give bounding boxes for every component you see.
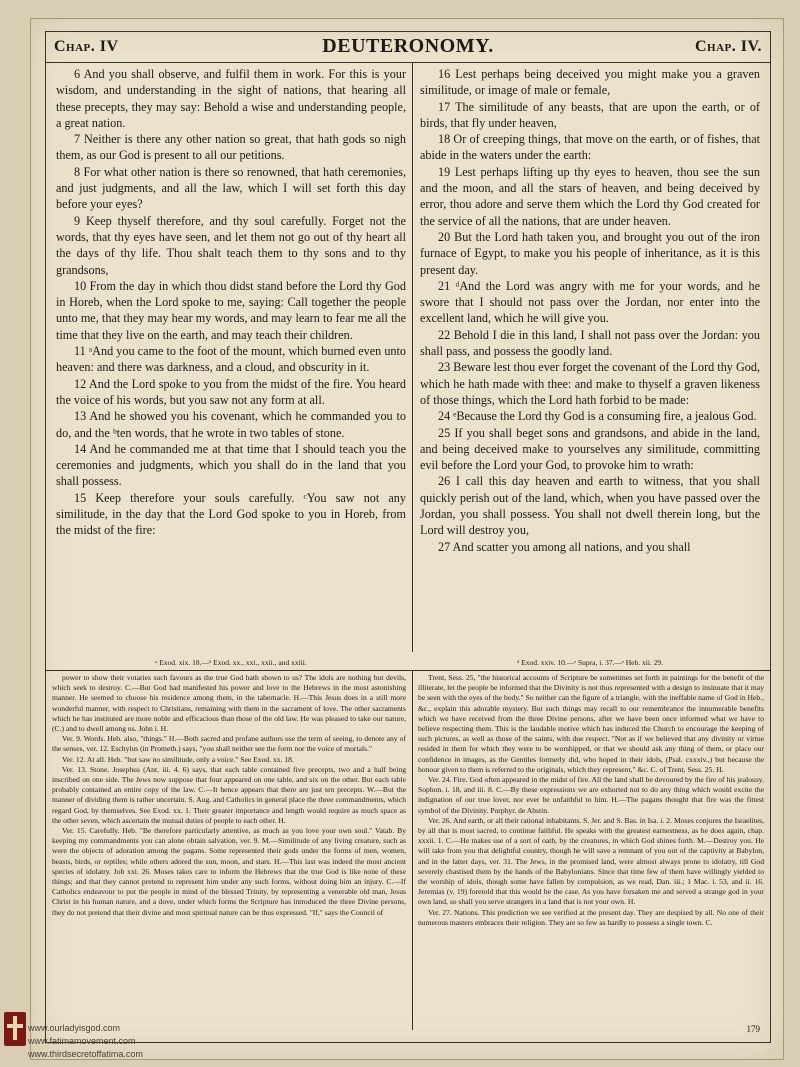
verse: 17 The similitude of any beasts, that are upon the earth, or of birds, that fly under heaven, [420, 99, 760, 130]
verse: 21 ᵈAnd the Lord was angry with me for your words, and he swore that I should not pass over the Jordan, nor enter into the excellent land, which he will give you. [420, 278, 760, 326]
verse: 20 But the Lord hath taken you, and brought you out of the iron furnace of Egypt, to make you his people of inheritance, as it is this present day. [420, 229, 760, 277]
verse: 10 From the day in which thou didst stand before the Lord thy God in Horeb, when the Lord spoke to me, saying: Call together the people unto me, that they may hear my words, and may learn to fear me all the time that they live on the earth, and may teach their children. [56, 278, 406, 342]
notes-divider [46, 670, 770, 671]
page-frame [45, 31, 771, 1043]
watermark-url[interactable]: www.fatimamovement.com [28, 1036, 136, 1046]
commentary-paragraph: Ver. 15. Carefully. Heb. "Be therefore particularly attentive, as much as you love your own soul." Vatab. By keeping my commandments you can alone obtain salvation, ver. 9. M.—Similitude of any living creature, such as were the objects of adoration among the pagans. Some represented their gods under the forms of men, women, beasts, birds, or reptiles; while others adored the sun, moon, and stars. H.—This last was indeed the most ancient species of idolatry. Job xxi. 26. Moses takes care to inform the Hebrews that the true God is like none of these things; and that they cannot pretend to represent him under any such forms, without doing him an injury. C.—If Catholics endeavour to put the people in mind of the blessed Trinity, by representing a venerable old man, Jesus Christ in his human nature, and a dove, under which forms the Scripture has introduced the three Divine persons, they do not pretend that their divine and most spiritual nature can be thus expressed. "If," says the Council of [52, 826, 406, 917]
verse: 8 For what other nation is there so renowned, that hath ceremonies, and just judgments, and all the law, which I will set forth this day before your eyes? [56, 164, 406, 212]
cross-reference-left: ᵃ Exod. xix. 18.—ᵇ Exod. xx., xxi., xxii., and xxiii. [155, 658, 307, 667]
bible-page [30, 18, 784, 1060]
commentary-paragraph: Ver. 24. Fire. God often appeared in the midst of fire. All the land shall be devoured by the fire of his jealousy. Sophon. i. 18, and iii. 8. C.—By these expressions we are exhorted not to do any thing which would excite the indignation of our true lover, nor ever be unfaithful to him. H.—The pagans thought that fire was the fittest symbol of the Divinity. Porphyr. de Abstin. [418, 775, 764, 815]
verse: 16 Lest perhaps being deceived you might make you a graven similitude, or image of male or female, [420, 67, 760, 98]
verse: 13 And he showed you his covenant, which he commanded you to do, and the ᵇten words, that he wrote in two tables of stone. [56, 409, 406, 440]
verse: 14 And he commanded me at that time that I should teach you the ceremonies and judgments, which you shall do in the land that you shall possess. [56, 441, 406, 489]
verse: 6 And you shall observe, and fulfil them in work. For this is your wisdom, and understanding in the sight of nations, that hearing all these precepts, they may say: Behold a wise and understanding people, a great nation. [56, 67, 406, 130]
verse: 19 Lest perhaps lifting up thy eyes to heaven, thou see the sun and the moon, and all the stars of heaven, and being deceived by error, thou adore and serve them which the Lord thy God created for the service of all the nations, that are under heaven. [420, 164, 760, 228]
commentary-paragraph: Ver. 9. Words. Heb. also, "things." H.—Both sacred and profane authors use the term of seeing, to denote any of the senses, ver. 12. Eschylus (in Prometh.) says, "you shall neither see the form nor the voice of mortals." [52, 734, 406, 754]
cross-reference-right: ᵈ Exod. xxiv. 10.—ᵉ Supra, i. 37.—ᵉ Heb. xii. 29. [516, 658, 664, 667]
cross-icon [13, 1016, 17, 1040]
book-title: DEUTERONOMY. [322, 35, 494, 57]
scripture-column-right [420, 66, 760, 555]
cross-bar [7, 1024, 23, 1028]
verse: 26 I call this day heaven and earth to witness, that you shall quickly perish out of the land, which, when you have passed over the Jordan, you shall possess. You shall not dwell therein long, but the Lord will destroy you, [420, 474, 760, 538]
fatima-seal-icon [4, 1012, 26, 1046]
verse: 7 Neither is there any other nation so great, that hath gods so nigh them, as our God is present to all our petitions. [56, 132, 406, 163]
verse: 25 If you shall beget sons and grandsons, and abide in the land, and being deceived make to yourselves any similitude, committing evil before the Lord your God, to provoke him to wrath: [420, 425, 760, 473]
commentary-paragraph: power to show their votaries such favours as the true God hath shown to us? The idols are nothing but devils, which seek to destroy. C.—But God had manifested his power and love to the Hebrews in the most astonishing manner. He seemed to choose his residence among them, in the tabernacle. H.—This Jesus does in a still more wonderful manner, with respect to Christians, remaining with them in the sacrament of love. The other sacraments which he has instituted are more noble and efficacious than those of the old law. He was pleased to take our nature, (C.) and to dwell among us. John i. H. [52, 673, 406, 734]
commentary-paragraph: Ver. 26. And earth, or all their rational inhabitants. S. Jer. and S. Bas. in Isa. i. 2. Moses conjures the Israelites, by all that is most sacred, to continue faithful. He speaks with the greatest earnestness, as he does again, chap. xxxii. 1. C.—He makes use of a sort of oath, by the creatures, in which God shines forth. M.—Destroy you. He will take from you that delightful country, though he will save a remnant of you out of the captivity at Babylon, and in the latter days, ver. 31. The Jews, in the promised land, were almost always prone to idolatry, till God severely chastised them by the hands of the Babylonians. Since that time few of them have willingly yielded to the worship of idols, though some have fallen by compulsion, as we read, Dan. iii.; 1 Mac. i. 53, and ii. 16. Jeremias (v. 19) foretold that this would be the case. As you have forsaken me and served a strange god in your own land, so shall you serve strangers in a land that is not your own. H. [418, 815, 764, 907]
watermark-url[interactable]: www.ourladyisgod.com [28, 1023, 121, 1033]
verse: 24 ᵉBecause the Lord thy God is a consuming fire, a jealous God. [438, 409, 757, 424]
verse: 12 And the Lord spoke to you from the midst of the fire. You heard the voice of his words, but you saw not any form at all. [56, 376, 406, 407]
scripture-column-left [56, 66, 406, 539]
chapter-label-left: Chap. IV [54, 38, 119, 55]
verse: 18 Or of creeping things, that move on the earth, or of fishes, that abide in the waters under the earth: [420, 132, 760, 163]
commentary-column-left [52, 673, 406, 918]
verse: 9 Keep thyself therefore, and thy soul carefully. Forget not the words, that thy eyes have seen, and let them not go out of thy heart all the days of thy life. Thou shalt teach them to thy sons and to thy grandsons, [56, 213, 406, 277]
notes-column-divider [412, 670, 413, 1030]
column-divider [412, 62, 413, 652]
verse: 27 And scatter you among all nations, and you shall [438, 539, 691, 554]
verse: 15 Keep therefore your souls carefully. ᶜYou saw not any similitude, in the day that the Lord God spoke to you in Horeb, from the midst of the fire: [56, 490, 406, 538]
running-header [46, 32, 770, 63]
commentary-paragraph: Ver. 12. At all. Heb. "but saw no similitude, only a voice." See Exod. xx. 18. [62, 754, 294, 764]
watermark-url[interactable]: www.thirdsecretoffatima.com [28, 1049, 143, 1059]
commentary-column-right [418, 673, 764, 928]
page-number: 179 [746, 1024, 760, 1034]
verse: 11 ᵃAnd you came to the foot of the mount, which burned even unto heaven: and there was darkness, and a cloud, and obscurity in it. [56, 344, 406, 375]
verse: 23 Beware lest thou ever forget the covenant of the Lord thy God, which he hath made with thee: and make to thyself a graven likeness of those things, which the Lord hath forbid to be made: [420, 360, 760, 407]
commentary-paragraph: Ver. 27. Nations. This prediction we see verified at the present day. They are despised by all. No one of their numerous masters embraces their religion. They are so few as hardly to possess a single town. C. [418, 907, 764, 927]
chapter-label-right: Chap. IV. [695, 38, 762, 55]
commentary-paragraph: Ver. 13. Stone. Josephus (Ant. iii. 4. 6) says, that each table contained five precepts, two and a half being inscribed on one side. The Jews now suppose that four appeared on one table, and six on the other. But each table probably contained an entire copy of the law. C.—It hence appears that there are just ten precepts. W.—But the manner of dividing them is rather uncertain. S. Aug. and Catholics in general place the three commandments, which regard God, by themselves. See Exod. xx. 1. Their greater importance and length would require as much space as the other seven, which ascertain the mutual duties of people to each other. H. [52, 764, 406, 825]
verse: 22 Behold I die in this land, I shall not pass over the Jordan: you shall pass, and possess the goodly land. [420, 327, 760, 359]
commentary-paragraph: Trent, Sess. 25, "the historical accounts of Scripture be sometimes set forth in paintings for the benefit of the illiterate, let the people be informed that the Divinity is not thus represented with a design to insinuate that it may be seen with the eyes of the body." So neither can the figure of a triangle, with the ineffable name of God in Heb., &c., explain this adorable mystery. But such things may recall to our remembrance the innumerable benefits which we have received from the three Divine persons, after we have been once informed what we have to believe respecting them. This is the laudable motive which has induced the Church to encourage the keeping of such pictures, as well as those of the saints, with due respect. "Not as if we believed that any divinity or virtue resided in them for which they were to be worshipped, or that we should ask any thing of them, or place our confidence in images, as the Gentiles formerly did, who hoped in their idols, (Psal. cxxxiv.,) but because the honour given to them is referred to the originals, which they represent," &c. C. of Trent, Sess. 25. H. [418, 673, 764, 774]
